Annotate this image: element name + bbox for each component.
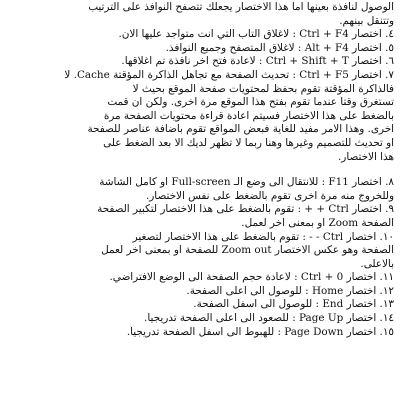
shortcut-item-6: ٦. اختصار Ctrl + Shift + T : لاعادة فتح اخر نافذة تم اغلاقها.: [121, 55, 394, 68]
shortcut-item-15: ١٥. اختصار Page Down : للهبوط الى اسفل الصفحة تدريجياً.: [126, 325, 394, 338]
shortcut-item-5: ٥. اختصار Alt + F4 : لاغلاق المتصفح وجميع النوافذ.: [165, 41, 394, 54]
shortcut-item-10: ١٠. اختصار Ctrl - - : تقوم بالضغط على هذا الاختصار لتصغير: [132, 230, 394, 243]
shortcut-item-12: ١٢. اختصار Home : للوصول الى اعلى الصفحة.: [186, 284, 394, 297]
text-line: او تحديث للتصميم وغيرها وهنا ربما لا تظهر لديك الا بعد الضغط على: [103, 136, 394, 149]
shortcut-item-4: ٤. اختصار Ctrl + F4 : لاغلاق التاب التي انت متواجد عليها الان.: [118, 28, 394, 41]
text-block-2: [8, 176, 394, 339]
paragraph-gap: [8, 164, 394, 176]
shortcut-item-13: ١٣. اختصار End : للوصول الى اسفل الصفحة.: [193, 298, 394, 311]
shortcut-item-11: ١١. اختصار Ctrl + 0 : لاعادة حجم الصفحة الى الوضع الافتراضي.: [109, 271, 394, 284]
text-line: وتتنقل بينهم.: [339, 14, 394, 27]
shortcut-item-7: ٧. اختصار Ctrl + F5 : تحديث الصفحة مع تجاهل الذاكرة المؤقتة Cache. لا: [64, 68, 394, 81]
text-block-1: [8, 1, 394, 164]
text-line: فالذاكرة المؤقتة تقوم بحفظ لمحتويات صفحة الموقع بحيث لا: [132, 82, 394, 95]
text-line: وللخروج منه مرة اخرى تقوم بالضغط على نفس الاختصار.: [145, 189, 394, 202]
text-line: هذا الاختصار.: [338, 150, 394, 163]
shortcut-item-14: ١٤. اختصار Page Up : للصعود الى اعلى الصفحة تدريجياً.: [144, 312, 394, 325]
text-line: الصفحة Zoom او بمعنى اخر لعمل.: [241, 216, 394, 229]
shortcut-item-9: ٩. اختصار Ctrl + + : تقوم بالضغط على هذا الاختصار لتكبير الصفحة: [97, 203, 394, 216]
text-line: بالضغط على هذا الاختصار فسيتم اعادة قراءة محتويات الصفحة مرة: [103, 109, 394, 122]
text-line: تستغرق وقتاً عندما تقوم بفتح هذا الموقع مرة اخرى. ولكن ان قمت: [107, 96, 394, 109]
text-line: اخرى. وهذا الامر مفيد للغاية فبعض المواقع تقوم باضافة عناصر للصفحة: [87, 123, 394, 136]
text-line: الصفحة وهو عكس الاختصار Zoom out للصفحة او بمعنى اخر لعمل: [101, 244, 394, 257]
shortcut-item-8: ٨. اختصار F11 : للانتقال الى وضع الـ Full-screen او كامل الشاشة: [99, 176, 394, 189]
text-line: بالاعلى.: [360, 257, 394, 270]
text-line: الوصول لنافذة بعينها اما هذا الاختصار يجعلك تتصفح النوافذ على الترتيب: [88, 1, 394, 13]
